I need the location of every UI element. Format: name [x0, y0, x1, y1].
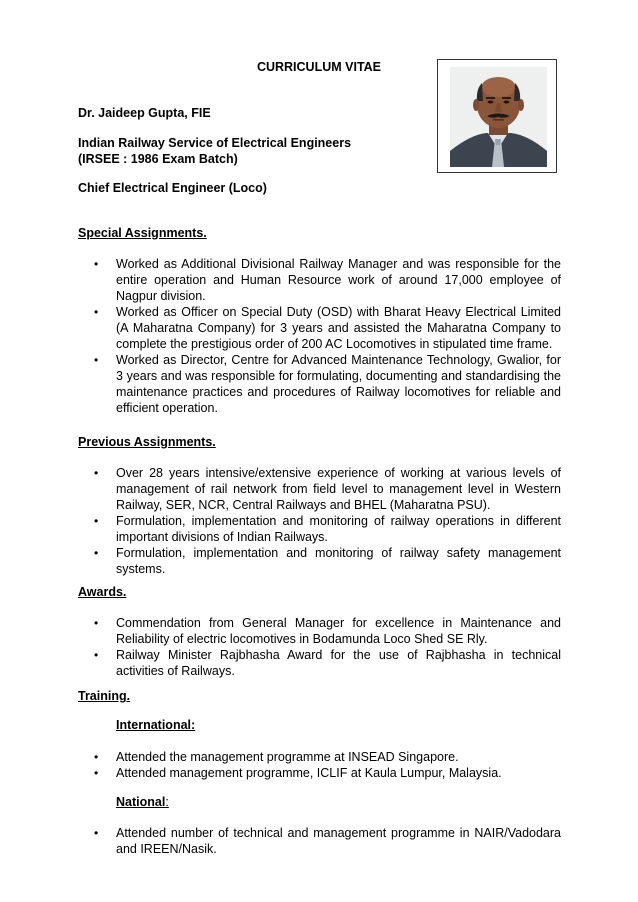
international-training-list [0, 749, 638, 781]
training-heading: Training. [78, 689, 131, 703]
bullet-icon: • [94, 826, 99, 840]
list-item-text: Worked as Director, Centre for Advanced Maintenance Technology, Gwalior, for 3 years and was responsible for formulating, documenting and standardising the maintenance practices and procedures of Railway locomotives for reliable and efficient operation. [116, 353, 561, 415]
bullet-icon: • [94, 305, 99, 319]
list-item-text: Commendation from General Manager for excellence in Maintenance and Reliability of electric locomotives in Bodamunda Loco Shed SE Rly. [116, 616, 561, 646]
bullet-icon: • [94, 466, 99, 480]
international-heading: International: [116, 718, 196, 732]
list-item-text: Formulation, implementation and monitoring of railway operations in different important divisions of Indian Railways. [116, 514, 561, 544]
bullet-icon: • [94, 648, 99, 662]
list-item [0, 765, 638, 781]
list-item-text: Worked as Additional Divisional Railway Manager and was responsible for the entire operation and Human Resource work of around 17,000 employee of Nagpur division. [116, 257, 561, 303]
bullet-icon: • [94, 750, 99, 764]
profile-photo-frame [437, 59, 557, 173]
list-item-text: Formulation, implementation and monitoring of railway safety management systems. [116, 546, 561, 576]
bullet-icon: • [94, 766, 99, 780]
list-item-text: Railway Minister Rajbhasha Award for the use of Rajbhasha in technical activities of Railways. [116, 648, 561, 678]
list-item [0, 304, 638, 352]
national-heading: National [116, 795, 166, 809]
list-item-text: Worked as Officer on Special Duty (OSD) with Bharat Heavy Electrical Limited (A Maharatna Company) for 3 years and assisted the Maharatna Company to complete the prestigious order of 200 AC Locomotives in stipulated time frame. [116, 305, 561, 351]
awards-heading: Awards. [78, 585, 127, 599]
previous-assignments-heading: Previous Assignments. [78, 435, 216, 449]
list-item [0, 615, 638, 647]
bullet-icon: • [94, 514, 99, 528]
document-title: CURRICULUM VITAE [256, 60, 382, 74]
previous-assignments-list [0, 465, 638, 577]
service-line-1: Indian Railway Service of Electrical Engineers [78, 136, 352, 150]
list-item [0, 256, 638, 304]
list-item-text: Attended the management programme at INSEAD Singapore. [116, 750, 459, 764]
portrait-image [450, 67, 547, 167]
list-item [0, 825, 638, 857]
national-heading-row [116, 795, 169, 809]
list-item [0, 749, 638, 765]
list-item-text: Attended number of technical and management programme in NAIR/Vadodara and IREEN/Nasik. [116, 826, 561, 856]
list-item [0, 352, 638, 416]
special-assignments-heading: Special Assignments. [78, 226, 207, 240]
bullet-icon: • [94, 546, 99, 560]
profile-photo [450, 67, 547, 167]
list-item [0, 545, 638, 577]
national-heading-colon: : [165, 795, 169, 809]
designation: Chief Electrical Engineer (Loco) [78, 181, 267, 195]
bullet-icon: • [94, 616, 99, 630]
bullet-icon: • [94, 353, 99, 367]
list-item-text: Attended management programme, ICLIF at Kaula Lumpur, Malaysia. [116, 766, 502, 780]
person-name: Dr. Jaideep Gupta, FIE [78, 106, 211, 120]
national-training-list [0, 825, 638, 857]
special-assignments-list [0, 256, 638, 416]
list-item [0, 513, 638, 545]
list-item [0, 465, 638, 513]
list-item [0, 647, 638, 679]
list-item-text: Over 28 years intensive/extensive experience of working at various levels of management of rail network from field level to management level in Western Railway, SER, NCR, Central Railways and BHEL (Maharatna PSU). [116, 466, 561, 512]
awards-list [0, 615, 638, 679]
bullet-icon: • [94, 257, 99, 271]
service-line-2: (IRSEE : 1986 Exam Batch) [78, 152, 238, 166]
